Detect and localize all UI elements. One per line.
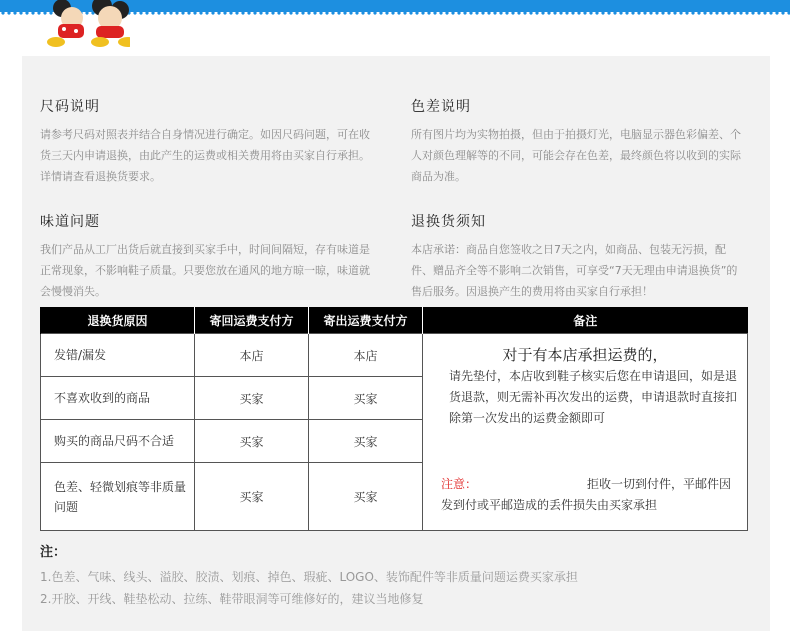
header-send-payer: 寄出运费支付方	[309, 307, 423, 334]
cell-return-payer: 买家	[195, 463, 309, 531]
smell-text: 我们产品从工厂出货后就直接到买家手中，时间间隔短，存有味道是正常现象，不影响鞋子质量。只要您放在通风的地方晾一晾，味道就会慢慢消失。	[40, 243, 370, 298]
table-row	[41, 334, 748, 377]
returns-section	[411, 211, 741, 302]
smell-section	[40, 211, 370, 302]
color-diff-title: 色差说明	[411, 99, 471, 115]
cell-send-payer: 买家	[309, 377, 423, 420]
cell-send-payer: 买家	[309, 463, 423, 531]
size-guide-title: 尺码说明	[40, 99, 100, 115]
smell-title: 味道问题	[40, 214, 100, 230]
cell-return-payer: 买家	[195, 377, 309, 420]
cell-send-payer: 本店	[309, 334, 423, 377]
remark-title: 对于有本店承担运费的，	[502, 346, 668, 364]
notes-title: 注：	[40, 545, 67, 560]
cell-reason: 色差、轻微划痕等非质量问题	[41, 463, 195, 531]
size-guide-section	[40, 96, 370, 187]
remark-note-text: 拒收一切到付件，平邮件因发到付或平邮造成的丢件损失由买家承担	[441, 477, 732, 512]
returns-text: 本店承诺：商品自您签收之日7天之内，如商品、包装无污损，配件、赠品齐全等不影响二次销售，可享受“7天无理由申请退换货”的售后服务。因退换产生的费用将由买家自行承担！	[411, 243, 738, 298]
header-remark: 备注	[423, 307, 748, 334]
header-reason: 退换货原因	[41, 307, 195, 334]
returns-title: 退换货须知	[411, 214, 486, 230]
cell-reason: 发错/漏发	[41, 334, 195, 377]
cartoon-mascot-image	[40, 0, 130, 48]
notes-line: 1.色差、气味、线头、溢胶、胶渍、划痕、掉色、瑕疵、LOGO、装饰配件等非质量问题运费买家承担	[40, 570, 578, 584]
size-guide-text: 请参考尺码对照表并结合自身情况进行确定。如因尺码问题，可在收货三天内申请退换，由此产生的运费或相关费用将由买家自行承担。详情请查看退换货要求。	[40, 128, 370, 183]
color-diff-section	[411, 96, 741, 187]
cell-reason: 购买的商品尺码不合适	[41, 420, 195, 463]
remark-note	[441, 474, 741, 516]
remark-body: 请先垫付，本店收到鞋子核实后您在申请退回，如是退货退款，则无需补再次发出的运费，申请退款时直接扣除第一次发出的运费金额即可	[449, 369, 738, 425]
returns-table	[40, 307, 748, 531]
table-header-row	[41, 307, 748, 334]
notes-section	[40, 541, 578, 610]
remark-cell	[423, 334, 748, 531]
remark-note-label: 注意：	[441, 477, 478, 491]
header-return-payer: 寄回运费支付方	[195, 307, 309, 334]
cell-send-payer: 买家	[309, 420, 423, 463]
cell-reason: 不喜欢收到的商品	[41, 377, 195, 420]
cell-return-payer: 本店	[195, 334, 309, 377]
color-diff-text: 所有图片均为实物拍摄，但由于拍摄灯光，电脑显示器色彩偏差、个人对颜色理解等的不同，可能会存在色差，最终颜色将以收到的实际商品为准。	[411, 128, 741, 183]
cell-return-payer: 买家	[195, 420, 309, 463]
notes-line: 2.开胶、开线、鞋垫松动、拉练、鞋带眼洞等可维修好的，建议当地修复	[40, 592, 424, 606]
